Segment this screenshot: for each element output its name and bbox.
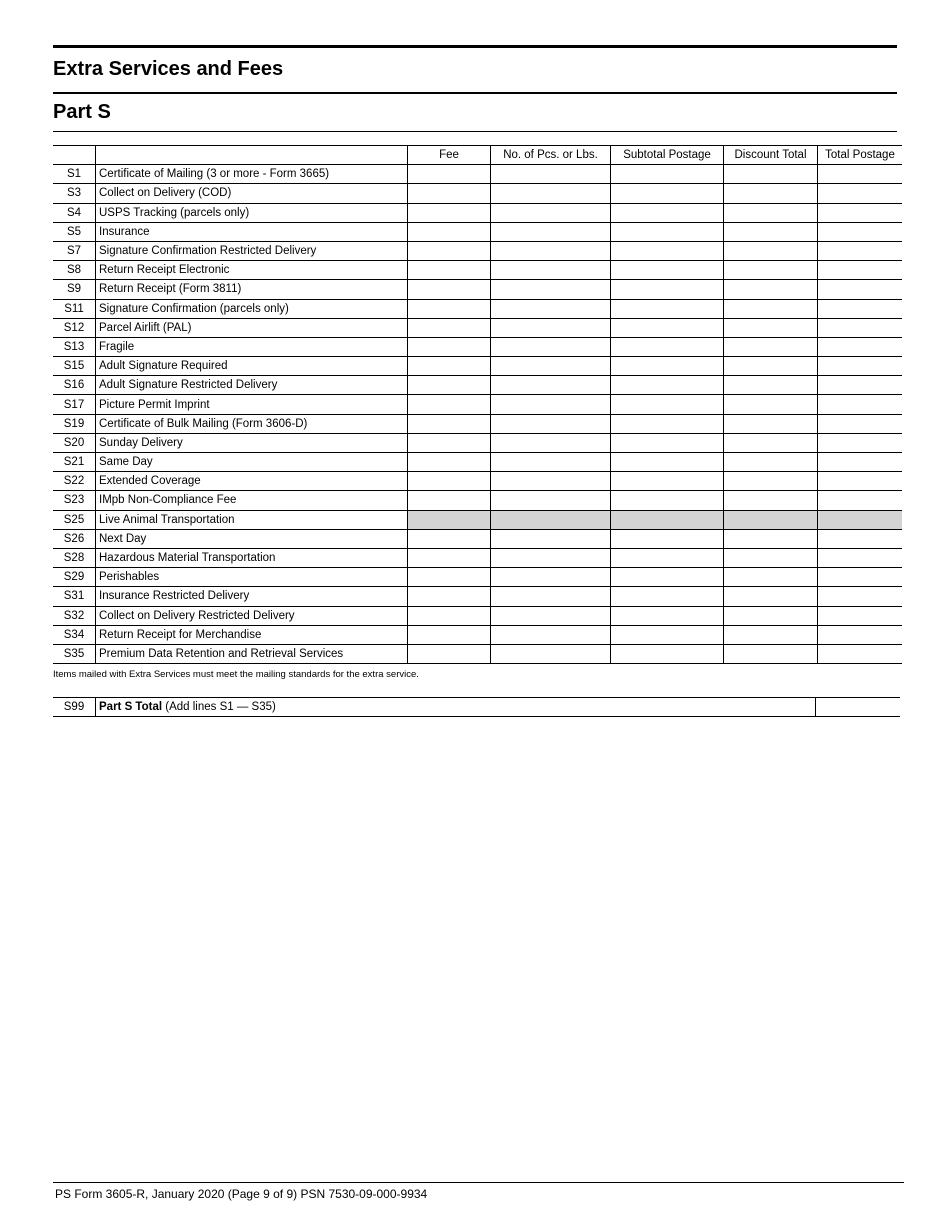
form-footer: PS Form 3605-R, January 2020 (Page 9 of 9) PSN 7530-09-000-9934 [55, 1187, 428, 1201]
total-code: S99 [53, 698, 96, 717]
subtotal-postage-field[interactable] [611, 453, 724, 472]
fee-field[interactable] [408, 548, 491, 567]
total-postage-field[interactable] [818, 414, 903, 433]
discount-total-field[interactable] [724, 644, 818, 663]
table-row [53, 644, 902, 663]
discount-total-field[interactable] [724, 414, 818, 433]
part-s-total-table [53, 697, 900, 717]
row-code: S23 [53, 491, 96, 510]
table-row [53, 261, 902, 280]
subtotal-postage-field[interactable] [611, 222, 724, 241]
total-postage-field[interactable] [818, 625, 903, 644]
total-postage-field[interactable] [818, 222, 903, 241]
pieces-field[interactable] [491, 261, 611, 280]
pieces-field[interactable] [491, 491, 611, 510]
row-code: S25 [53, 510, 96, 529]
section-title: Extra Services and Fees [53, 58, 284, 80]
fee-field[interactable] [408, 414, 491, 433]
table-row [53, 165, 902, 184]
discount-total-field[interactable] [724, 433, 818, 452]
table-row [53, 587, 902, 606]
discount-total-field[interactable] [724, 529, 818, 548]
row-code: S28 [53, 548, 96, 567]
row-description: Insurance [96, 222, 408, 241]
row-code: S21 [53, 453, 96, 472]
fee-field[interactable] [408, 299, 491, 318]
row-code: S26 [53, 529, 96, 548]
total-postage-field[interactable] [818, 337, 903, 356]
table-body [53, 165, 902, 664]
subtotal-postage-field[interactable] [611, 491, 724, 510]
fee-field[interactable] [408, 222, 491, 241]
total-label [96, 698, 816, 717]
fee-field[interactable] [408, 472, 491, 491]
row-description: Live Animal Transportation [96, 510, 408, 529]
table-row [53, 280, 902, 299]
row-code: S1 [53, 165, 96, 184]
subtotal-postage-field[interactable] [611, 625, 724, 644]
total-entry-field[interactable] [816, 698, 901, 717]
row-code: S13 [53, 337, 96, 356]
table-row [53, 337, 902, 356]
row-code: S22 [53, 472, 96, 491]
fee-field[interactable] [408, 337, 491, 356]
total-postage-field[interactable] [818, 453, 903, 472]
header-fee: Fee [408, 146, 491, 165]
subtotal-postage-field[interactable] [611, 318, 724, 337]
row-code: S9 [53, 280, 96, 299]
row-description: Picture Permit Imprint [96, 395, 408, 414]
discount-total-field[interactable] [724, 357, 818, 376]
table-row [53, 491, 902, 510]
discount-total-field[interactable] [724, 491, 818, 510]
total-label-bold: Part S Total [99, 701, 163, 713]
top-rule [53, 45, 897, 48]
fee-field[interactable] [408, 625, 491, 644]
table-row [53, 472, 902, 491]
row-description: Next Day [96, 529, 408, 548]
row-description: Fragile [96, 337, 408, 356]
discount-total-field[interactable] [724, 184, 818, 203]
fee-field[interactable] [408, 433, 491, 452]
subtotal-postage-field[interactable] [611, 587, 724, 606]
header-code-blank [53, 146, 96, 165]
total-postage-field[interactable] [818, 395, 903, 414]
row-code: S35 [53, 644, 96, 663]
pieces-field[interactable] [491, 241, 611, 260]
table-row [53, 395, 902, 414]
row-description: Perishables [96, 568, 408, 587]
row-code: S19 [53, 414, 96, 433]
table-row [53, 376, 902, 395]
discount-total-field[interactable] [724, 318, 818, 337]
row-code: S34 [53, 625, 96, 644]
header-row [53, 146, 902, 165]
total-postage-field[interactable] [818, 203, 903, 222]
row-description: Signature Confirmation Restricted Delivery [96, 241, 408, 260]
total-postage-field[interactable] [818, 318, 903, 337]
pieces-field[interactable] [491, 587, 611, 606]
pieces-field[interactable] [491, 453, 611, 472]
pieces-field[interactable] [491, 395, 611, 414]
row-code: S8 [53, 261, 96, 280]
discount-total-field[interactable] [724, 395, 818, 414]
subtotal-postage-field[interactable] [611, 606, 724, 625]
table-row [53, 203, 902, 222]
total-postage-field[interactable] [818, 587, 903, 606]
fee-field[interactable] [408, 376, 491, 395]
total-postage-field[interactable] [818, 299, 903, 318]
header-desc-blank [96, 146, 408, 165]
fee-field[interactable] [408, 241, 491, 260]
fee-field[interactable] [408, 203, 491, 222]
discount-total-field[interactable] [724, 568, 818, 587]
total-postage-field[interactable] [818, 644, 903, 663]
subtotal-postage-field[interactable] [611, 548, 724, 567]
subtotal-postage-field[interactable] [611, 299, 724, 318]
total-label-rest: (Add lines S1 — S35) [162, 701, 276, 713]
discount-total-field[interactable] [724, 222, 818, 241]
subtotal-postage-field[interactable] [611, 241, 724, 260]
fee-field[interactable] [408, 357, 491, 376]
subtotal-postage-field[interactable] [611, 376, 724, 395]
total-postage-field[interactable] [818, 568, 903, 587]
header-pieces: No. of Pcs. or Lbs. [491, 146, 611, 165]
total-postage-field[interactable] [818, 472, 903, 491]
pieces-field[interactable] [491, 337, 611, 356]
fee-field[interactable] [408, 491, 491, 510]
discount-total-field[interactable] [724, 376, 818, 395]
row-description: Adult Signature Restricted Delivery [96, 376, 408, 395]
subtotal-postage-field[interactable] [611, 414, 724, 433]
total-postage-field[interactable] [818, 261, 903, 280]
row-description: USPS Tracking (parcels only) [96, 203, 408, 222]
pieces-field[interactable] [491, 568, 611, 587]
total-postage-field[interactable] [818, 184, 903, 203]
discount-total-field[interactable] [724, 241, 818, 260]
discount-total-field[interactable] [724, 453, 818, 472]
pieces-field[interactable] [491, 606, 611, 625]
row-description: IMpb Non-Compliance Fee [96, 491, 408, 510]
pieces-field[interactable] [491, 433, 611, 452]
subtotal-postage-field[interactable] [611, 165, 724, 184]
row-code: S32 [53, 606, 96, 625]
discount-total-field[interactable] [724, 261, 818, 280]
row-code: S7 [53, 241, 96, 260]
row-code: S4 [53, 203, 96, 222]
table-row [53, 453, 902, 472]
pieces-field[interactable] [491, 318, 611, 337]
table-row [53, 222, 902, 241]
footer-rule [53, 1182, 904, 1183]
total-postage-field[interactable] [818, 280, 903, 299]
row-description: Extended Coverage [96, 472, 408, 491]
table-row [53, 625, 902, 644]
section-rule [53, 92, 897, 94]
table-row [53, 529, 902, 548]
total-postage-field[interactable] [818, 376, 903, 395]
subtotal-postage-field[interactable] [611, 280, 724, 299]
discount-total-field[interactable] [724, 337, 818, 356]
pieces-field[interactable] [491, 376, 611, 395]
total-postage-field[interactable] [818, 165, 903, 184]
row-code: S16 [53, 376, 96, 395]
total-postage-field[interactable] [818, 491, 903, 510]
table-row [53, 318, 902, 337]
pieces-field[interactable] [491, 165, 611, 184]
discount-total-field[interactable] [724, 472, 818, 491]
header-discount-total: Discount Total [724, 146, 818, 165]
total-postage-field[interactable] [818, 606, 903, 625]
row-code: S12 [53, 318, 96, 337]
table-row [53, 510, 902, 529]
fee-field[interactable] [408, 529, 491, 548]
row-description: Hazardous Material Transportation [96, 548, 408, 567]
pieces-field[interactable] [491, 222, 611, 241]
subtotal-postage-field[interactable] [611, 357, 724, 376]
discount-total-field [724, 510, 818, 529]
subtotal-postage-field[interactable] [611, 433, 724, 452]
pieces-field[interactable] [491, 548, 611, 567]
row-code: S17 [53, 395, 96, 414]
pieces-field[interactable] [491, 414, 611, 433]
pieces-field[interactable] [491, 472, 611, 491]
row-code: S15 [53, 357, 96, 376]
total-postage-field[interactable] [818, 357, 903, 376]
row-description: Signature Confirmation (parcels only) [96, 299, 408, 318]
pieces-field[interactable] [491, 203, 611, 222]
pieces-field[interactable] [491, 299, 611, 318]
fee-field[interactable] [408, 280, 491, 299]
total-postage-field[interactable] [818, 529, 903, 548]
subtotal-postage-field[interactable] [611, 568, 724, 587]
total-postage-field[interactable] [818, 433, 903, 452]
table-row [53, 606, 902, 625]
row-description: Return Receipt (Form 3811) [96, 280, 408, 299]
row-description: Parcel Airlift (PAL) [96, 318, 408, 337]
row-description: Return Receipt for Merchandise [96, 625, 408, 644]
pieces-field[interactable] [491, 644, 611, 663]
table-row [53, 241, 902, 260]
fee-field[interactable] [408, 453, 491, 472]
fee-field[interactable] [408, 395, 491, 414]
table-row [53, 357, 902, 376]
total-postage-field[interactable] [818, 548, 903, 567]
row-description: Collect on Delivery (COD) [96, 184, 408, 203]
row-code: S31 [53, 587, 96, 606]
part-rule [53, 131, 897, 132]
discount-total-field[interactable] [724, 625, 818, 644]
subtotal-postage-field[interactable] [611, 472, 724, 491]
fee-field[interactable] [408, 606, 491, 625]
fee-field [408, 510, 491, 529]
row-code: S11 [53, 299, 96, 318]
subtotal-postage-field[interactable] [611, 184, 724, 203]
subtotal-postage-field[interactable] [611, 644, 724, 663]
table-row [53, 414, 902, 433]
discount-total-field[interactable] [724, 587, 818, 606]
pieces-field[interactable] [491, 625, 611, 644]
row-description: Premium Data Retention and Retrieval Services [96, 644, 408, 663]
row-code: S3 [53, 184, 96, 203]
fee-field[interactable] [408, 165, 491, 184]
row-code: S29 [53, 568, 96, 587]
row-description: Same Day [96, 453, 408, 472]
discount-total-field[interactable] [724, 203, 818, 222]
row-code: S5 [53, 222, 96, 241]
row-description: Sunday Delivery [96, 433, 408, 452]
pieces-field[interactable] [491, 357, 611, 376]
subtotal-postage-field[interactable] [611, 529, 724, 548]
discount-total-field[interactable] [724, 299, 818, 318]
discount-total-field[interactable] [724, 606, 818, 625]
pieces-field [491, 510, 611, 529]
table-row [53, 568, 902, 587]
fee-field[interactable] [408, 587, 491, 606]
subtotal-postage-field[interactable] [611, 337, 724, 356]
row-description: Adult Signature Required [96, 357, 408, 376]
discount-total-field[interactable] [724, 165, 818, 184]
total-postage-field [818, 510, 903, 529]
fee-field[interactable] [408, 184, 491, 203]
total-postage-field[interactable] [818, 241, 903, 260]
header-total-postage: Total Postage [818, 146, 903, 165]
discount-total-field[interactable] [724, 548, 818, 567]
table-row [53, 184, 902, 203]
table-row [53, 433, 902, 452]
extra-services-table [53, 145, 902, 664]
table-header [53, 146, 902, 165]
fee-field[interactable] [408, 318, 491, 337]
extra-services-note: Items mailed with Extra Services must meet the mailing standards for the extra service. [53, 669, 419, 680]
table-row [53, 548, 902, 567]
discount-total-field[interactable] [724, 280, 818, 299]
subtotal-postage-field[interactable] [611, 261, 724, 280]
row-description: Return Receipt Electronic [96, 261, 408, 280]
part-title: Part S [53, 101, 111, 123]
pieces-field[interactable] [491, 280, 611, 299]
row-description: Certificate of Bulk Mailing (Form 3606-D) [96, 414, 408, 433]
row-description: Insurance Restricted Delivery [96, 587, 408, 606]
row-code: S20 [53, 433, 96, 452]
total-row [53, 698, 900, 717]
subtotal-postage-field[interactable] [611, 395, 724, 414]
table-row [53, 299, 902, 318]
pieces-field[interactable] [491, 184, 611, 203]
row-description: Certificate of Mailing (3 or more - Form 3665) [96, 165, 408, 184]
fee-field[interactable] [408, 644, 491, 663]
subtotal-postage-field [611, 510, 724, 529]
fee-field[interactable] [408, 261, 491, 280]
row-description: Collect on Delivery Restricted Delivery [96, 606, 408, 625]
pieces-field[interactable] [491, 529, 611, 548]
fee-field[interactable] [408, 568, 491, 587]
header-subtotal-postage: Subtotal Postage [611, 146, 724, 165]
subtotal-postage-field[interactable] [611, 203, 724, 222]
